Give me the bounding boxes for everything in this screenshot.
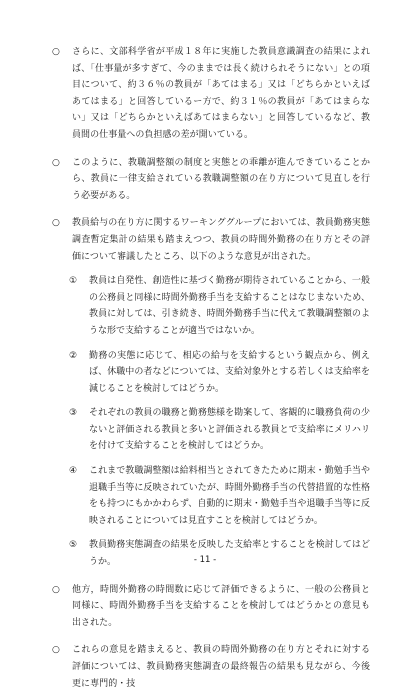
- opinion-text: 教員は自発性、創造性に基づく勤務が期待されていることから、一般の公務員と同様に時間外勤務手当を支給することはなじまないため、教員に対しては、引き続き、時間外勤務手当に代えて教職調整額のような形で支給することが適当ではないか。: [89, 276, 370, 336]
- paragraph-survey: [52, 44, 370, 144]
- opinion-item: [69, 348, 370, 398]
- page-content: [52, 44, 370, 692]
- paragraph-text: 教員給与の在り方に関するワーキンググループにおいては、教員勤務実態調査暫定集計の結果も踏まえつつ、教員の時間外勤務の在り方とその評価について審議したところ、以下のような意見が出された。: [72, 218, 370, 262]
- paragraph-text: さらに、文部科学省が平成１８年に実施した教員意識調査の結果によれば、「仕事量が多すぎて、今のままでは長く続けられそうにない」との項目について、約３６％の教員が「あてはまる」又は「どちらかといえばあてはまる」と回答しているー方で、約３１％の教員が「あてはまらない」又は「どちらかといえばあてはまらない」と回答しているなど、教員間の仕事量への負担感の差が開いている。: [72, 47, 370, 140]
- opinion-number: ④: [69, 466, 78, 477]
- opinion-number: ①: [69, 276, 78, 287]
- paragraph-other-opinion: [52, 582, 370, 632]
- opinion-number: ③: [69, 408, 78, 419]
- bullet-circle: ○: [52, 645, 60, 656]
- opinion-text: これまで教職調整額は給料相当とされてきたために期末・勤勉手当や退職手当等に反映されていたが、時間外勤務手当の代替措置的な性格をも持つにもかかわらず、自動的に期末・勤勉手当や退職手当等に反映されることについては見直すことを検討してはどうか。: [89, 466, 370, 526]
- paragraph-text: 他方，時間外勤務の時間数に応じて評価できるように、一般の公務員と同様に、時間外勤務手当を支給することを検討してはどうかとの意見も出された。: [72, 584, 370, 628]
- bullet-circle: ○: [52, 218, 60, 229]
- paragraph-conclusion: [52, 642, 370, 692]
- bullet-circle: ○: [52, 157, 60, 168]
- opinion-number: ②: [69, 350, 78, 361]
- page-number: - 11 -: [193, 555, 217, 565]
- bullet-circle: ○: [52, 47, 60, 57]
- opinion-item: [69, 405, 370, 455]
- paragraph-review-need: [52, 155, 370, 205]
- paragraph-working-group: [52, 215, 370, 265]
- paragraph-text: このように、教職調整額の制度と実態との乖離が進んできていることから、教員に一律支給されている教職調整額の在り方について見直しを行う必要がある。: [72, 157, 370, 201]
- opinion-text: それぞれの教員の職務と勤務態様を勘案して、客観的に職務負荷の少ないと評価される教員と多いと評価される教員とで支給率にメリハリを付けて支給することを検討してはどうか。: [89, 408, 370, 452]
- paragraph-text: これらの意見を踏まえると、教員の時間外勤務の在り方とそれに対する評価については、教員勤務実態調査の最終報告の結果も見ながら、今後更に専門的・技: [72, 645, 370, 689]
- opinion-text: 教員勤務実態調査の結果を反映した支給率とすることを検討してはどうか。: [89, 540, 370, 568]
- opinion-item: [69, 463, 370, 529]
- bullet-circle: ○: [52, 584, 60, 595]
- opinion-text: 勤務の実態に応じて、相応の給与を支給するという観点から、例えば、休職中の者などについては、支給対象外とする若しくは支給率を減じることを検討してはどうか。: [89, 350, 370, 394]
- opinion-item: [69, 273, 370, 339]
- opinion-number: ⑤: [69, 540, 78, 551]
